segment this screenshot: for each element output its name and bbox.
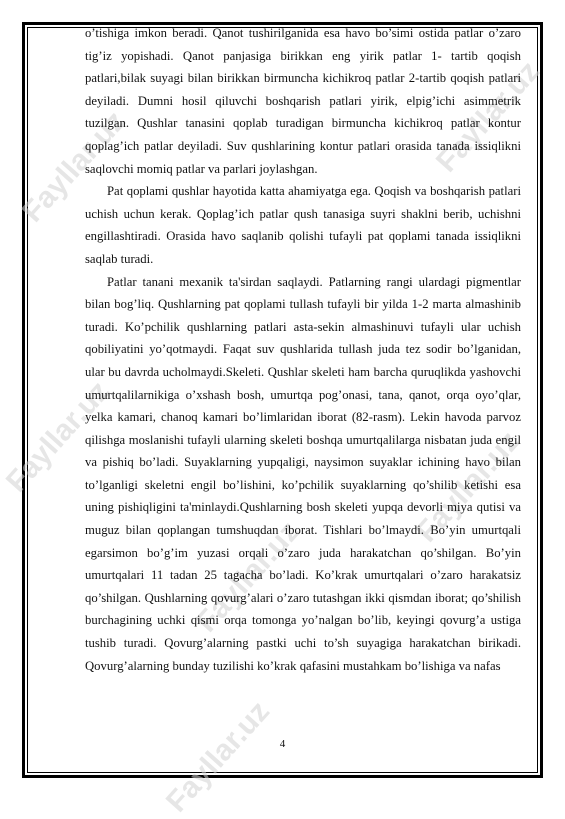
paragraph: Patlar tanani mexanik ta'sirdan saqlaydi. Patlarning rangi ulardagi pigmentlar bilan bog’liq. Qushlarning pat qoplami tullash tufayli bir yilda 1-2 marta almashinib turadi. Ko’pchilik qushlarning patlari asta-sekin almashinuvi tufayli ular uchish qobiliyatini yo’qotmaydi. Faqat suv qushlarida tullash juda tez sodir bo’lganidan, ular bu davrda ucholmaydi.Skeleti. Qushlar skeleti ham barcha quruqlikda yashovchi umurtqalilarnikiga o’xshash bosh, umurtqa pog’onasi, tana, qanot, orqa oyo’qlar, yelka kamari, chanoq kamari bo’limlaridan iborat (82-rasm). Lekin havoda parvoz qilishga moslanishi tufayli ularning skeleti boshqa umurtqalilarga nisbatan juda engil va pishiq bo’ladi. Suyaklarning yupqaligi, naysimon suyaklar ichining havo bilan to’lganligi skeletni engil bo’lishini, ko’pchilik suyaklarning qo’shilib ketishi esa uning pishiqligini ta'minlaydi.Qushlarning bosh skeleti yupqa devorli miya qutisi va muguz bilan qoplangan tumshuqdan iborat. Tishlari bo’lmaydi. Bo’yin umurtqali egarsimon bo’g’im yuzasi orqali o’zaro juda harakatchan qo’shilgan. Bo’yin umurtqalari 11 tadan 25 tagacha bo’ladi. Ko’krak umurtqalari o’zaro harakatsiz qo’shilgan. Qushlarning qovurg’alari o’zaro tutashgan ikki qismdan iborat; qo’shilish burchagining uchki qismi orqa tomonga yo’nalgan bo’lib, keyingi qovurg’a ustiga tushib turadi. Qovurg’alarning pastki uchi to’sh suyagiga harakatchan birikadi. Qovurg’alarning bunday tuzilishi ko’krak qafasini mustahkam bo’lishiga va nafas bbox=[85, 274, 521, 673]
watermark: Fayllar.uz bbox=[429, 54, 547, 179]
page-text bbox=[85, 22, 521, 677]
page-number: 4 bbox=[279, 738, 286, 750]
watermark: Fayllar.uz bbox=[159, 694, 277, 819]
watermark: Fayllar.uz bbox=[189, 514, 307, 639]
watermark: Fayllar.uz bbox=[0, 374, 117, 499]
watermark: Fayllar.uz bbox=[409, 424, 527, 549]
paragraph: Pat qoplami qushlar hayotida katta ahamiyatga ega. Qoqish va boshqarish patlari uchish uchun kerak. Qoplag’ich patlar qush tanasiga suyri shaklni berib, uchishni engillashtiradi. Orasida havo saqlanib qolishi tufayli pat qoplami tanada issiqlikni saqlab turadi. bbox=[85, 184, 521, 266]
watermark: Fayllar.uz bbox=[15, 104, 133, 229]
paragraph: o’tishiga imkon beradi. Qanot tushirilganida esa havo bo’simi ostida patlar o’zaro tig’iz yopishadi. Qanot panjasiga birikkan eng yirik patlar 1- tartib qoqish patlari,bilak suyagi bilan birikkan birmuncha kichikroq patlar 2-tartib qoqish patlari deyiladi. Dumni hosil qiluvchi boshqarish patlari yirik, elpig’ichi asimmetrik tuzilgan. Qushlar tanasini qoplab turadigan birmuncha kichikroq patlar kontur qoplag’ich patlar deyiladi. Suv qushlarining kontur patlari orasida tanada issiqlikni saqlovchi momiq patlar va parlari joylashgan. bbox=[85, 26, 521, 176]
